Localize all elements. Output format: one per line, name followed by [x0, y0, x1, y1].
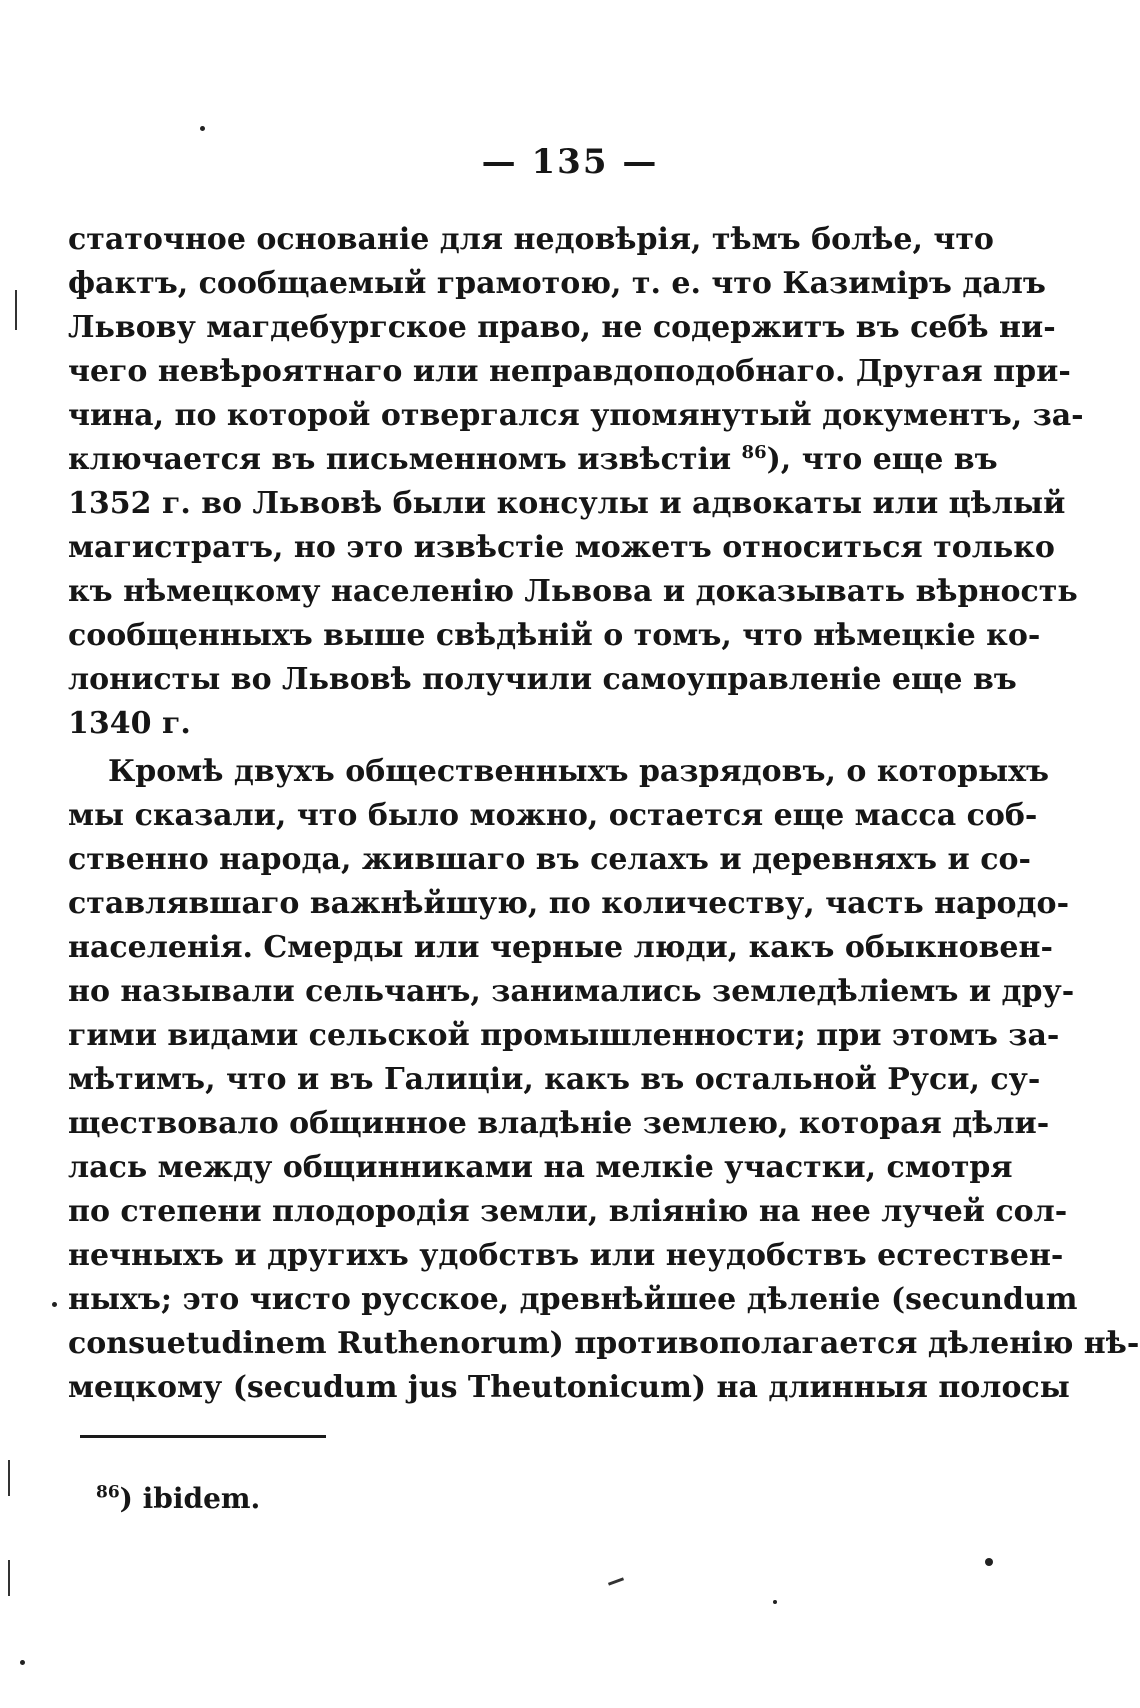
scan-speck [52, 1302, 57, 1307]
text-line: лонисты во Львовѣ получили самоуправленіе еще въ [68, 662, 1017, 697]
footnote [96, 1482, 260, 1515]
text-line: по степени плодородія земли, вліянію на нее лучей сол- [68, 1194, 1068, 1229]
text-line: чего невѣроятнаго или неправдоподобнаго. Другая при- [68, 354, 1071, 389]
text-line-part: ), что еще въ [766, 442, 998, 477]
text-line: лась между общинниками на мелкіе участки, смотря [68, 1150, 1013, 1185]
text-line: ставлявшаго важнѣйшую, по количеству, часть народо- [68, 886, 1070, 921]
text-line: гими видами сельской промышленности; при этомъ за- [68, 1018, 1060, 1053]
text-line: къ нѣмецкому населенію Львова и доказывать вѣрность [68, 574, 1078, 609]
text-line: 1352 г. во Львовѣ были консулы и адвокаты или цѣлый [68, 486, 1066, 521]
scan-speck [773, 1600, 777, 1604]
text-line: мы сказали, что было можно, остается еще масса соб- [68, 798, 1038, 833]
scan-speck [20, 1660, 25, 1665]
scan-speck [200, 126, 205, 131]
text-line: мѣтимъ, что и въ Галиціи, какъ въ остальной Руси, су- [68, 1062, 1041, 1097]
text-line: мецкому (secudum jus Theutonicum) на длинныя полосы [68, 1370, 1070, 1405]
text-line: 1340 г. [68, 706, 191, 741]
text-line-part: ключается въ письменномъ извѣстіи [68, 442, 732, 477]
body-text [68, 218, 1140, 1410]
text-line: нечныхъ и другихъ удобствъ или неудобствъ естествен- [68, 1238, 1064, 1273]
page-number: — 135 — [481, 142, 659, 182]
scan-speck [985, 1558, 993, 1566]
text-line: магистратъ, но это извѣстіе можетъ относиться только [68, 530, 1055, 565]
margin-mark [8, 1460, 10, 1496]
margin-mark [8, 1560, 10, 1596]
text-line: чина, по которой отвергался упомянутый документъ, за- [68, 398, 1084, 433]
footnote-separator [80, 1435, 326, 1438]
text-line: Львову магдебургское право, не содержитъ въ себѣ ни- [68, 310, 1056, 345]
footnote-text: ) ibidem. [119, 1482, 261, 1515]
paragraph-first-line: Кромѣ двухъ общественныхъ разрядовъ, о которыхъ [108, 754, 1050, 789]
text-line: consuetudinem Ruthenorum) противополагается дѣленію нѣ- [68, 1326, 1140, 1361]
text-line: но называли сельчанъ, занимались земледѣліемъ и дру- [68, 974, 1075, 1009]
text-line: населенія. Смерды или черные люди, какъ обыкновен- [68, 930, 1053, 965]
footnote-reference[interactable]: 86 [741, 442, 767, 463]
text-line: ственно народа, жившаго въ селахъ и деревняхъ и со- [68, 842, 1031, 877]
margin-mark [15, 290, 17, 330]
text-line-with-footnote-ref [68, 438, 998, 482]
margin-mark [608, 1577, 624, 1585]
footnote-number: 86 [96, 1482, 120, 1503]
text-line: сообщенныхъ выше свѣдѣній о томъ, что нѣмецкіе ко- [68, 618, 1041, 653]
text-line: статочное основаніе для недовѣрія, тѣмъ болѣе, что [68, 222, 994, 257]
text-line: ныхъ; это чисто русское, древнѣйшее дѣленіе (secundum [68, 1282, 1078, 1317]
text-line: ществовало общинное владѣніе землею, которая дѣли- [68, 1106, 1050, 1141]
text-line: фактъ, сообщаемый грамотою, т. е. что Казиміръ далъ [68, 266, 1046, 301]
